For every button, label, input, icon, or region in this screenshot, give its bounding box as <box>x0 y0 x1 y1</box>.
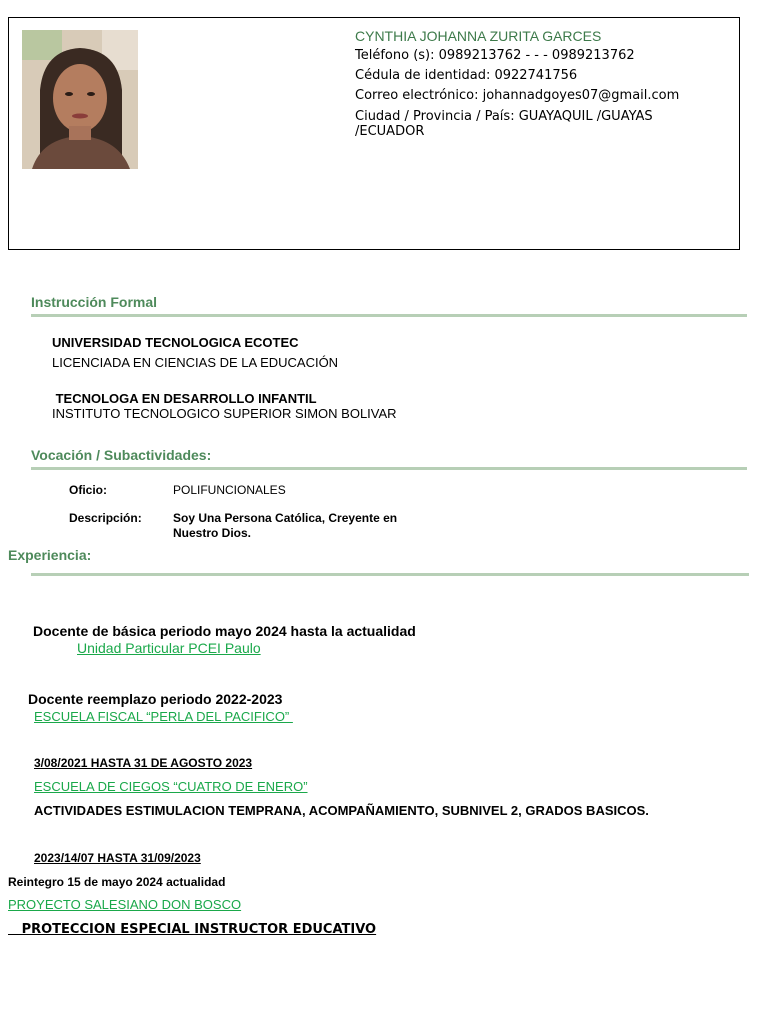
education-heading-2: TECNOLOGA EN DESARROLLO INFANTIL <box>52 391 317 406</box>
job3-dates: 3/08/2021 HASTA 31 DE AGOSTO 2023 <box>34 756 253 770</box>
email-line: Correo electrónico: johannadgoyes07@gmail.com <box>355 88 680 103</box>
job5-reintegro: Reintegro 15 de mayo 2024 actualidad <box>8 875 226 889</box>
id-card-line: Cédula de identidad: 0922741756 <box>355 68 578 83</box>
description-label: Descripción: <box>69 511 142 525</box>
vocation-title: Vocación / Subactividades: <box>31 447 212 463</box>
education-detail-1: LICENCIADA EN CIENCIAS DE LA EDUCACIÓN <box>52 355 339 370</box>
job5-role: PROTECCION ESPECIAL INSTRUCTOR EDUCATIVO <box>8 922 377 937</box>
job2-role: Docente reemplazo periodo 2022-2023 <box>28 691 283 707</box>
oficio-label: Oficio: <box>69 483 107 497</box>
description-value: Soy Una Persona Católica, Creyente en Nuestro Dios. <box>173 511 398 540</box>
job2-place-link[interactable]: ESCUELA FISCAL “PERLA DEL PACIFICO” <box>34 709 293 724</box>
education-heading-1: UNIVERSIDAD TECNOLOGICA ECOTEC <box>52 335 299 350</box>
education-title: Instrucción Formal <box>31 294 158 310</box>
job5-place-link[interactable]: PROYECTO SALESIANO DON BOSCO <box>8 897 242 912</box>
location-line: Ciudad / Provincia / País: GUAYAQUIL /GUAYAS /ECUADOR <box>355 109 653 139</box>
job3-place-link[interactable]: ESCUELA DE CIEGOS “CUATRO DE ENERO” <box>34 779 308 794</box>
candidate-name: CYNTHIA JOHANNA ZURITA GARCES <box>355 28 602 44</box>
job3-activities: ACTIVIDADES ESTIMULACION TEMPRANA, ACOMPAÑAMIENTO, SUBNIVEL 2, GRADOS BASICOS. <box>34 803 649 818</box>
phone-line: Teléfono (s): 0989213762 - - - 0989213762 <box>355 48 635 63</box>
job4-dates: 2023/14/07 HASTA 31/09/2023 <box>34 851 201 865</box>
education-divider <box>31 314 747 317</box>
contact-block <box>355 26 725 139</box>
oficio-value: POLIFUNCIONALES <box>173 483 286 497</box>
profile-photo <box>22 30 138 169</box>
job1-role: Docente de básica periodo mayo 2024 hasta la actualidad <box>33 623 416 639</box>
experience-divider <box>31 573 749 576</box>
job1-place-link[interactable]: Unidad Particular PCEI Paulo <box>77 640 261 656</box>
experience-title: Experiencia: <box>8 547 92 563</box>
education-detail-2: INSTITUTO TECNOLOGICO SUPERIOR SIMON BOLIVAR <box>52 406 397 421</box>
vocation-divider <box>31 467 747 470</box>
